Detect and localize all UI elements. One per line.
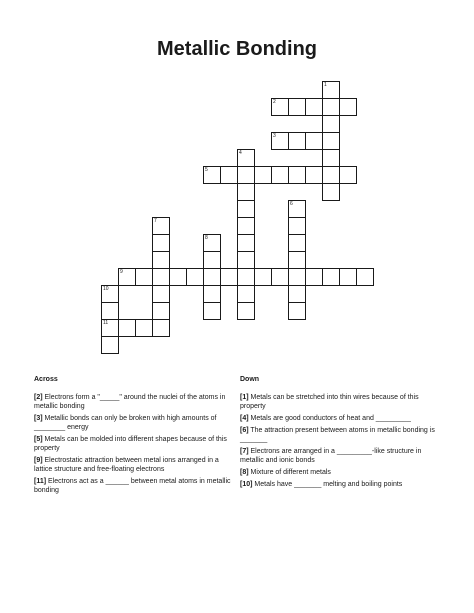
clue-text: Electrons act as a ______ between metal atoms in metallic bonding <box>34 478 231 494</box>
clue-number: 8 <box>205 235 208 241</box>
crossword-cell[interactable] <box>339 268 357 286</box>
clue-item <box>240 480 440 489</box>
crossword-cell[interactable] <box>322 149 340 167</box>
clue-item <box>240 468 440 477</box>
clue-text: Electrostatic attraction between metal ions arranged in a lattice structure and free-floating electrons <box>34 457 219 473</box>
clue-item <box>240 393 440 411</box>
clue-text: Mixture of different metals <box>248 469 331 476</box>
crossword-cell[interactable] <box>118 319 136 337</box>
clue-item <box>34 477 232 495</box>
across-heading: Across <box>34 376 58 383</box>
clue-number: 6 <box>290 201 293 207</box>
crossword-cell[interactable] <box>220 166 238 184</box>
crossword-cell[interactable] <box>101 319 119 337</box>
clue-item <box>240 426 440 444</box>
crossword-cell[interactable] <box>288 166 306 184</box>
clue-number-label: [2] <box>34 394 43 401</box>
down-heading: Down <box>240 376 260 383</box>
crossword-cell[interactable] <box>237 183 255 201</box>
crossword-cell[interactable] <box>288 98 306 116</box>
crossword-cell[interactable] <box>237 234 255 252</box>
crossword-cell[interactable] <box>152 234 170 252</box>
clue-item <box>240 414 440 423</box>
clue-number: 4 <box>239 150 242 156</box>
clue-number: 2 <box>273 99 276 105</box>
crossword-cell[interactable] <box>322 98 340 116</box>
crossword-cell[interactable] <box>322 115 340 133</box>
across-clues <box>34 376 232 498</box>
crossword-cell[interactable] <box>288 285 306 303</box>
crossword-cell[interactable] <box>237 217 255 235</box>
clue-number: 11 <box>103 320 109 326</box>
clue-number: 1 <box>324 82 327 88</box>
clue-text: Metals are good conductors of heat and _________ <box>248 415 411 422</box>
clue-number: 5 <box>205 167 208 173</box>
clue-item <box>34 456 232 474</box>
clue-item <box>34 435 232 453</box>
clue-number-label: [10] <box>240 481 253 488</box>
crossword-cell[interactable] <box>220 268 238 286</box>
crossword-cell[interactable] <box>288 268 306 286</box>
crossword-cell[interactable] <box>322 166 340 184</box>
clue-number-label: [11] <box>34 478 47 485</box>
page-title: Metallic Bonding <box>157 38 317 60</box>
clue-number-label: [9] <box>34 457 43 464</box>
clue-text: The attraction present between atoms in metallic bonding is _______ <box>240 427 435 443</box>
crossword-cell[interactable] <box>152 217 170 235</box>
clue-number-label: [7] <box>240 448 249 455</box>
down-clues <box>240 376 440 492</box>
crossword-cell[interactable] <box>322 183 340 201</box>
crossword-cell[interactable] <box>186 268 204 286</box>
clue-number: 10 <box>103 286 109 292</box>
crossword-cell[interactable] <box>254 268 272 286</box>
crossword-cell[interactable] <box>322 81 340 99</box>
crossword-cell[interactable] <box>305 132 323 150</box>
crossword-cell[interactable] <box>203 285 221 303</box>
clue-text: Electrons are arranged in a _________-like structure in metallic and ionic bonds <box>240 448 422 464</box>
clue-number: 9 <box>120 269 123 275</box>
crossword-cell[interactable] <box>152 319 170 337</box>
crossword-cell[interactable] <box>118 268 136 286</box>
crossword-cell[interactable] <box>101 302 119 320</box>
crossword-cell[interactable] <box>152 285 170 303</box>
crossword-cell[interactable] <box>203 302 221 320</box>
crossword-cell[interactable] <box>322 132 340 150</box>
clue-number-label: [6] <box>240 427 249 434</box>
clue-text: Metallic bonds can only be broken with high amounts of ________ energy <box>34 415 217 431</box>
clue-text: Metals can be stretched into thin wires because of this property <box>240 394 419 410</box>
crossword-cell[interactable] <box>237 200 255 218</box>
crossword-cell[interactable] <box>203 234 221 252</box>
crossword-cell[interactable] <box>135 319 153 337</box>
crossword-cell[interactable] <box>271 166 289 184</box>
clue-item <box>34 393 232 411</box>
clue-text: Metals can be molded into different shapes because of this property <box>34 436 227 452</box>
crossword-cell[interactable] <box>339 98 357 116</box>
clue-item <box>34 414 232 432</box>
crossword-cell[interactable] <box>305 268 323 286</box>
crossword-cell[interactable] <box>288 302 306 320</box>
crossword-cell[interactable] <box>254 166 272 184</box>
crossword-cell[interactable] <box>237 285 255 303</box>
clue-number-label: [3] <box>34 415 43 422</box>
crossword-cell[interactable] <box>203 166 221 184</box>
crossword-cell[interactable] <box>288 200 306 218</box>
crossword-cell[interactable] <box>288 132 306 150</box>
crossword-cell[interactable] <box>203 268 221 286</box>
crossword-cell[interactable] <box>356 268 374 286</box>
crossword-cell[interactable] <box>288 217 306 235</box>
crossword-cell[interactable] <box>237 268 255 286</box>
clue-number-label: [5] <box>34 436 43 443</box>
crossword-cell[interactable] <box>237 302 255 320</box>
crossword-cell[interactable] <box>135 268 153 286</box>
crossword-cell[interactable] <box>271 132 289 150</box>
clue-number-label: [1] <box>240 394 249 401</box>
crossword-cell[interactable] <box>322 268 340 286</box>
crossword-cell[interactable] <box>203 251 221 269</box>
crossword-cell[interactable] <box>169 268 187 286</box>
crossword-cell[interactable] <box>152 251 170 269</box>
crossword-cell[interactable] <box>288 234 306 252</box>
crossword-cell[interactable] <box>237 251 255 269</box>
clue-number: 7 <box>154 218 157 224</box>
crossword-cell[interactable] <box>271 268 289 286</box>
clue-item <box>240 447 440 465</box>
crossword-cell[interactable] <box>271 98 289 116</box>
crossword-cell[interactable] <box>152 302 170 320</box>
clue-number: 3 <box>273 133 276 139</box>
crossword-cell[interactable] <box>237 166 255 184</box>
crossword-cell[interactable] <box>339 166 357 184</box>
crossword-cell[interactable] <box>152 268 170 286</box>
crossword-cell[interactable] <box>305 166 323 184</box>
crossword-cell[interactable] <box>237 149 255 167</box>
clue-text: Electrons form a "_____" around the nuclei of the atoms in metallic bonding <box>34 394 226 410</box>
clue-text: Metals have _______ melting and boiling points <box>252 481 403 488</box>
clue-number-label: [4] <box>240 415 249 422</box>
crossword-cell[interactable] <box>288 251 306 269</box>
clue-number-label: [8] <box>240 469 249 476</box>
crossword-cell[interactable] <box>305 98 323 116</box>
crossword-cell[interactable] <box>101 285 119 303</box>
crossword-cell[interactable] <box>101 336 119 354</box>
